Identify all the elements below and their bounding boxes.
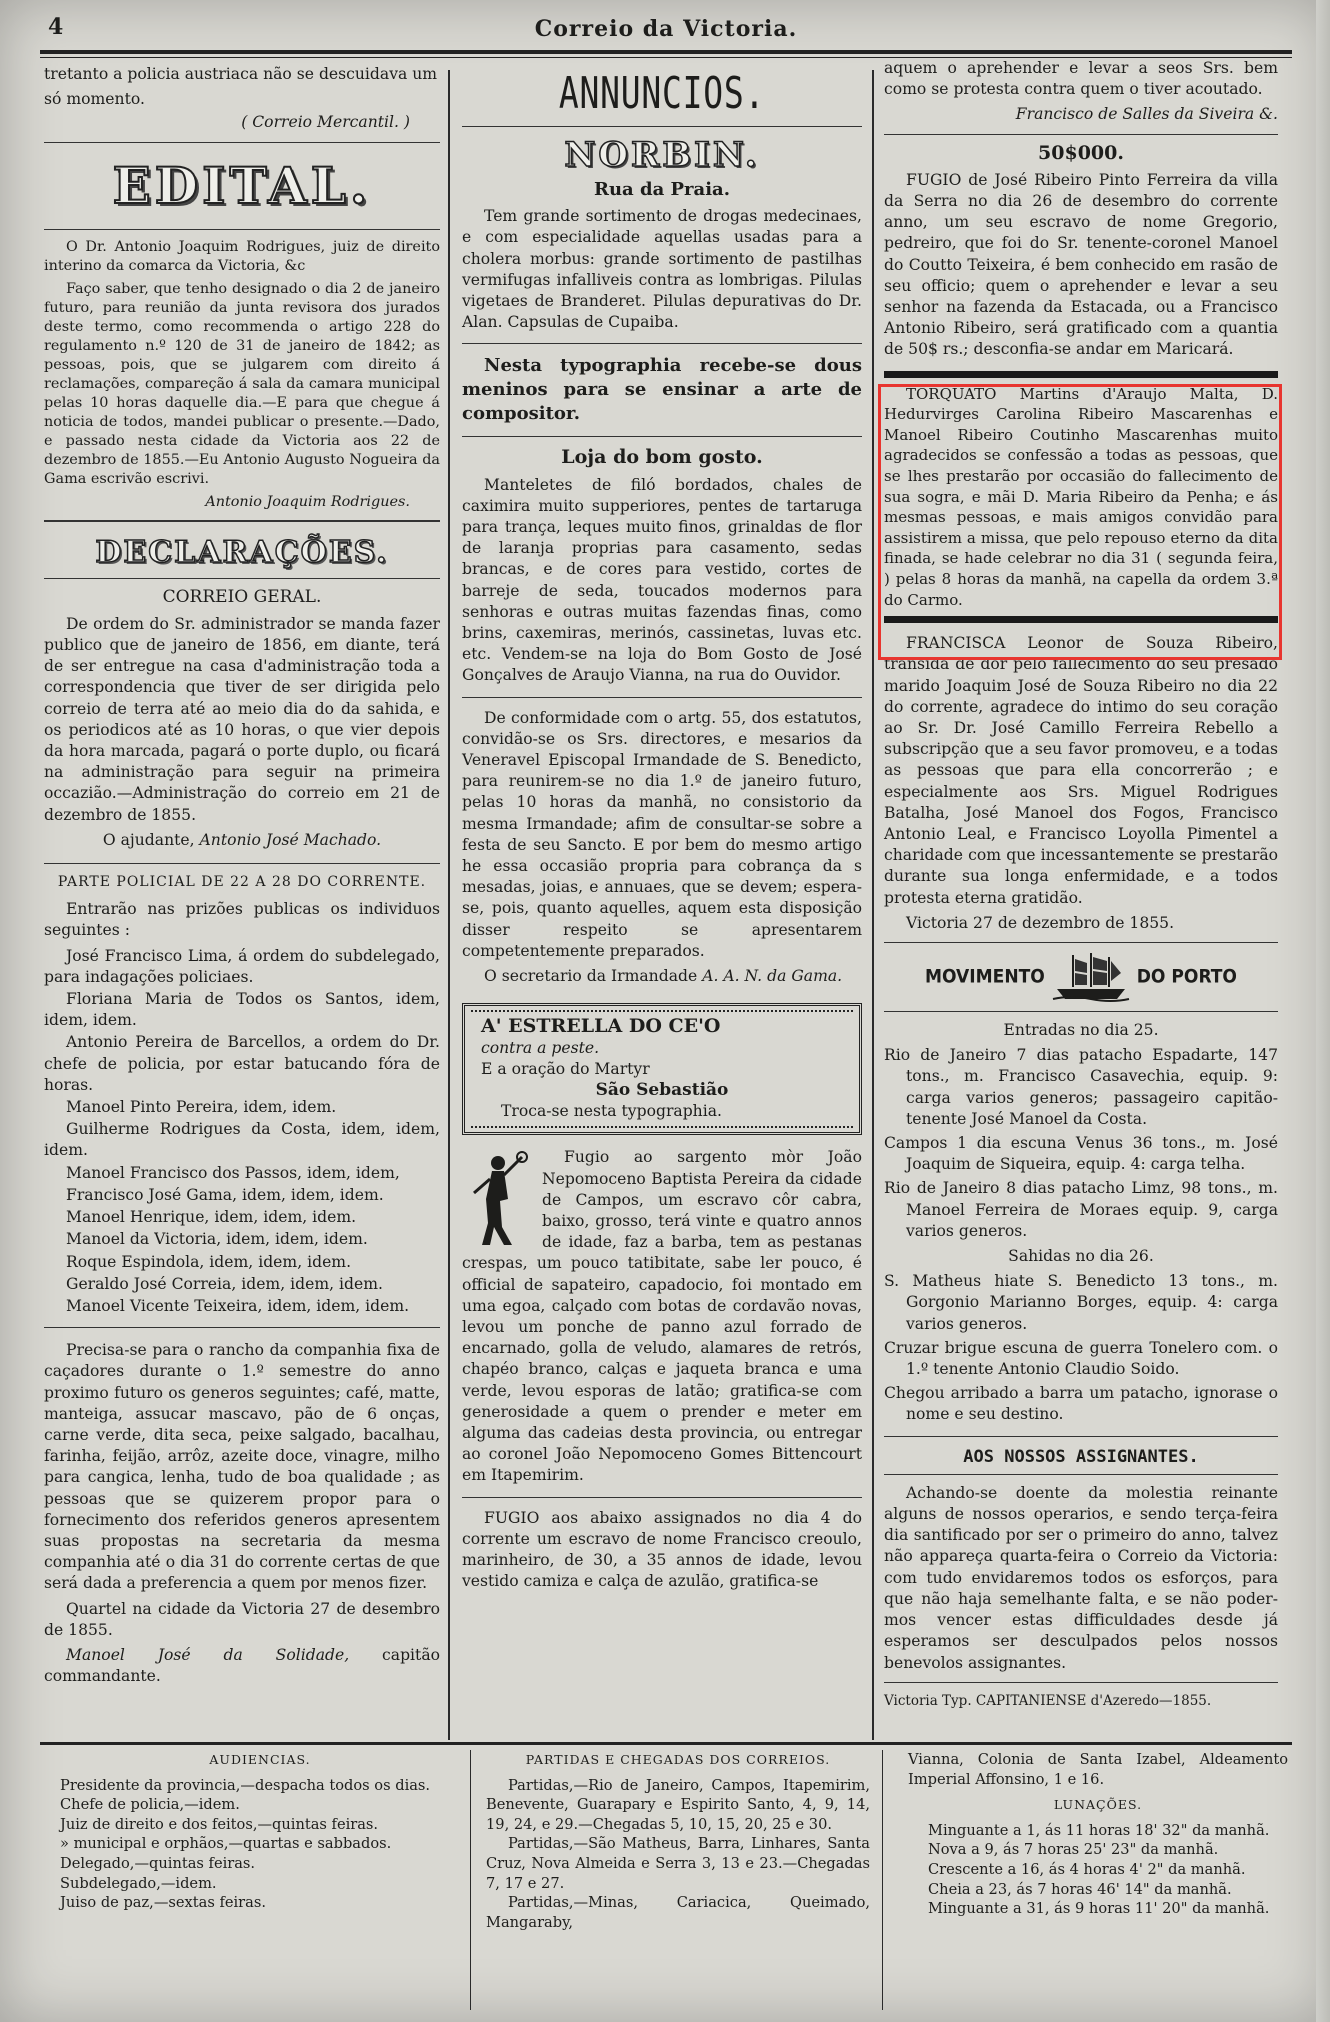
policial-heading: PARTE POLICIAL DE 22 A 28 DO CORRENTE. xyxy=(57,874,427,891)
divider xyxy=(462,697,862,698)
declaracoes-heading: DECLARAÇÕES. xyxy=(95,534,389,570)
footer-lunacoes xyxy=(908,1750,1288,1919)
correio-signature xyxy=(44,830,440,851)
sailing-ship-icon xyxy=(1051,951,1131,1003)
fugio-1-block xyxy=(462,1147,862,1486)
highlight-box xyxy=(878,384,1282,660)
correios-item: Partidas,—São Matheus, Barra, Linhares, Santa Cruz, Nova Almeida e Serra 3, 13 e 23.—Chegadas 7, 17 e 27. xyxy=(486,1835,870,1892)
footer-separator-2 xyxy=(882,1750,883,2010)
francisca-date: Victoria 27 de dezembro de 1855. xyxy=(906,913,1175,932)
annuncios-heading: ANNUNCIOS. xyxy=(558,68,766,119)
column-separator-2 xyxy=(872,70,874,1740)
policial-item: Manoel Pinto Pereira, idem, idem. xyxy=(66,1098,337,1117)
reward-heading: 50$000. xyxy=(1038,141,1124,164)
audiencias-item: Presidente da provincia,—despacha todos os dias. xyxy=(60,1776,431,1794)
estrella-box xyxy=(462,1003,862,1135)
audiencias-item: Juiz de direito e dos feitos,—quintas feiras. xyxy=(60,1815,379,1833)
assignantes-paragraph: Achando-se doente da molestia reinante alguns de nossos operarios, e sendo terça-feira dia santificado por ser o primeiro do anno, talvez não appareça quarta-feira o Correio da Victoria: com tudo envidaremos todos os esforços, para que não haja semelhante falta, e se não poder-mos vencer estas difficuldades desde já esperamos ser desculpados pelos nossos benevolos assignantes. xyxy=(884,1483,1278,1672)
rancho-signature-name: Manoel José da Solidade, xyxy=(66,1645,350,1664)
lunacoes-item: Cheia a 23, ás 7 horas 46' 14" da manhã. xyxy=(928,1880,1232,1898)
estrella-line-4: Troca-se nesta typographia. xyxy=(501,1102,722,1121)
fugio-2-paragraph: FUGIO aos abaixo assignados no dia 4 do corrente um escravo de nome Francisco creoulo, marinheiro, de 30, a 35 annos de idade, levou vestido camiza e calça de azulão, gratifica-se xyxy=(462,1508,862,1591)
imprint: Victoria Typ. CAPITANIENSE d'Azeredo—1855. xyxy=(884,1692,1212,1709)
vianna-line: Vianna, Colonia de Santa Izabel, Aldeamento Imperial Affonsino, 1 e 16. xyxy=(908,1751,1288,1788)
rancho-date: Quartel na cidade da Victoria 27 de desembro de 1855. xyxy=(44,1599,440,1639)
footer-separator-1 xyxy=(470,1750,471,2010)
rancho-signature xyxy=(44,1645,440,1687)
correio-geral-heading: CORREIO GERAL. xyxy=(162,586,322,607)
runaway-figure-icon xyxy=(462,1149,532,1249)
policial-item: José Francisco Lima, á ordem do subdelegado, para indagações policiaes. xyxy=(44,946,440,986)
intro-line-1: tretanto a policia austriaca não se descuidava um xyxy=(44,65,438,83)
rancho-paragraph: Precisa-se para o rancho da companhia fixa de caçadores durante o 1.º semestre do anno proximo futuro os generos seguintes; café, matte, manteiga, assucar mascavo, pão de 6 onças, carne verde, dita seca, peixe salgado, bacalhau, farinha, feijão, arrôz, azeite doce, vinagre, milho para cangica, lenha, tudo de boa qualidade ; as pessoas que se quizerem propor para o fornecimento dos referidos generos apresentem suas propostas na secretaria da mesma companhia até o dia 31 do corrente certas de que será dada a preferencia a quem por menos fizer. xyxy=(44,1341,440,1593)
irmandade-signature xyxy=(462,966,862,987)
audiencias-item: Chefe de policia,—idem. xyxy=(60,1796,240,1814)
footer-audiencias xyxy=(60,1750,460,1913)
policial-item: Roque Espindola, idem, idem, idem. xyxy=(66,1252,352,1271)
irmandade-paragraph: De conformidade com o artg. 55, dos estatutos, convidão-se os Srs. directores, e mesarios da Veneravel Episcopal Irmandade de S. Benedicto, para reunirem-se no dia 1.º de janeiro futuro, pelas 10 horas da manhã, no consistorio da mesma Irmandade; afim de consultar-se sobre a festa de seu Sancto. E por bem do mesmo artigo he essa occasião propria para cobrança da s mesadas, joias, e annuaes, que se devem; espera-se, pois, quanto aquelles, aquem esta disposição disser respeito se apresentarem competentemente preparados. xyxy=(462,708,862,960)
movimento-right: DO PORTO xyxy=(1136,965,1237,988)
audiencias-item: Juiso de paz,—sextas feiras. xyxy=(60,1894,266,1912)
divider xyxy=(884,134,1278,135)
lunacoes-item: Minguante a 1, ás 11 horas 18' 32" da manhã. xyxy=(928,1821,1270,1839)
column-1 xyxy=(44,64,440,1691)
entradas-item: Campos 1 dia escuna Venus 36 tons., m. José Joaquim de Siqueira, equip. 4: carga telha. xyxy=(884,1134,1278,1174)
audiencias-heading: AUDIENCIAS. xyxy=(209,1752,311,1767)
column-3 xyxy=(884,58,1278,1712)
audiencias-item: Subdelegado,—idem. xyxy=(60,1874,217,1892)
correios-list xyxy=(486,1776,870,1933)
estrella-title: A' ESTRELLA DO CE'O xyxy=(481,1015,721,1038)
divider xyxy=(462,343,862,344)
sahidas-item: S. Matheus hiate S. Benedicto 13 tons., m. Gorgonio Marianno Borges, equip. 4: carga varios generos. xyxy=(884,1272,1278,1333)
correios-item: Partidas,—Rio de Janeiro, Campos, Itapemirim, Benevente, Guarapary e Espirito Santo, 4, 9, 14, 19, 24, e 29.—Chegadas 5, 10, 15, 20, 25 e 30. xyxy=(486,1776,870,1833)
page-number: 4 xyxy=(48,14,64,40)
black-rule xyxy=(884,371,1278,378)
divider xyxy=(884,1474,1278,1475)
divider xyxy=(44,520,440,522)
column-2 xyxy=(462,64,862,1596)
reward-paragraph: FUGIO de José Ribeiro Pinto Ferreira da villa da Serra no dia 26 de desembro do corrente anno, um seu escravo de nome Gregorio, pedreiro, que foi do Sr. tenente-coronel Manoel do Coutto Teixeira, é bem conhecido em rasão de seu officio; quem o aprehender e levar a seu senhor na fazenda da Estacada, ou a Francisco Antonio Ribeiro, será gratificado com a quantia de 50$ rs.; desconfia-se andar em Maricará. xyxy=(884,170,1278,359)
correio-signature-prefix: O ajudante, xyxy=(102,830,195,849)
loja-heading: Loja do bom gosto. xyxy=(561,446,763,469)
loja-paragraph: Manteletes de filó bordados, chales de caximira muito supperiores, pentes de tartaruga para trança, leques muito finos, grinaldas de flor de laranja proprias para casamento, sedas brancas, e de cores para vestido, cortes de barreje de seda, toucados modernos para senhoras e outras muitas fazendas finas, como brins, caxemiras, merinós, cassinetas, luvas etc. etc. Vendem-se na loja do Bom Gosto de José Gonçalves de Araujo Vianna, na rua do Ouvidor. xyxy=(462,475,862,685)
paper-title: Correio da Victoria. xyxy=(534,16,798,42)
estrella-line-2: E a oração do Martyr xyxy=(481,1059,650,1078)
policial-item: Geraldo José Correia, idem, idem, idem. xyxy=(66,1274,383,1293)
correios-item: Partidas,—Minas, Cariacica, Queimado, Mangaraby, xyxy=(486,1894,870,1931)
divider xyxy=(44,142,440,143)
policial-item: Manoel da Victoria, idem, idem, idem. xyxy=(66,1230,368,1249)
estrella-line-1: contra a peste. xyxy=(481,1038,600,1057)
header-rule xyxy=(40,50,1292,54)
norbin-subheading: Rua da Praia. xyxy=(594,179,730,200)
policial-item: Guilherme Rodrigues da Costa, idem, idem, idem. xyxy=(44,1120,440,1160)
entradas-item: Rio de Janeiro 7 dias patacho Espadarte, 147 tons., m. Francisco Casavechia, equip. 9: carga varios generos; passageiro capitão-tenente José Manoel da Costa. xyxy=(884,1046,1278,1128)
column-separator-1 xyxy=(448,70,450,1740)
policial-item: Manoel Vicente Teixeira, idem, idem, idem. xyxy=(66,1296,410,1315)
policial-list xyxy=(44,946,440,1317)
policial-item: Floriana Maria de Todos os Santos, idem, idem, idem. xyxy=(44,990,440,1030)
irmandade-signature-prefix: O secretario da Irmandade xyxy=(484,967,698,986)
entradas-list xyxy=(884,1045,1278,1242)
correio-paragraph: De ordem do Sr. administrador se manda fazer publico que de janeiro de 1856, em diante, terá de ser entregue na casa d'administração toda a correspondencia que tiver de ser dirigida pelo correio de terra até ao meio dia do da sahida, e os periodicos até as 10 horas, o que vier depois da hora marcada, pagará o porte duplo, ou ficará na administração para seguir na primeira occazião.—Administração do correio em 21 de dezembro de 1855. xyxy=(44,614,440,824)
divider xyxy=(884,1436,1278,1437)
sahidas-item: Cruzar brigue escuna de guerra Tonelero com. o 1.º tenente Antonio Claudio Soido. xyxy=(884,1338,1278,1379)
divider xyxy=(44,578,440,579)
divider xyxy=(884,1682,1278,1683)
audiencias-item: Delegado,—quintas feiras. xyxy=(60,1854,256,1872)
divider xyxy=(462,1497,862,1498)
norbin-heading: NORBIN. xyxy=(564,135,760,175)
continued-paragraph: aquem o aprehender e levar a seos Srs. bem como se protesta contra quem o tiver acoutado. xyxy=(884,59,1278,99)
divider xyxy=(884,1011,1278,1012)
divider xyxy=(44,863,440,864)
fugio-1-paragraph: Fugio ao sargento mòr João Nepomoceno Baptista Pereira da cidade de Campos, um escravo côr cabra, baixo, grosso, terá vinte e quatro annos de idade, faz a barba, tem as pestanas crespas, um pouco tatibitate, sabe ler pouco, é official de sapateiro, capadocio, foi montado em uma egoa, calçado com botas de cordavão novas, levou um ponche de panno azul forrado de encarnado, golla de veludo, alamares de retrós, chapéo branco, calças e jaqueta branca e uma verde, levou esporas de latão; gratifica-se com generosidade a quem o prender e meter em alguma das cadeias desta provincia, ou entregar ao coronel João Nepomoceno Gomes Bittencourt em Itapemirim. xyxy=(462,1148,862,1485)
edital-signature: Antonio Joaquim Rodrigues. xyxy=(205,493,410,510)
correio-signature-name: Antonio José Machado. xyxy=(199,830,382,849)
sahidas-heading: Sahidas no dia 26. xyxy=(1008,1247,1154,1266)
correios-heading: PARTIDAS E CHEGADAS DOS CORREIOS. xyxy=(525,1752,831,1767)
page-edge-shadow xyxy=(1316,0,1330,2022)
audiencias-list xyxy=(60,1776,460,1913)
sahidas-list xyxy=(884,1271,1278,1425)
typographia-notice: Nesta typographia recebe-se dous meninos para se ensinar a arte de compositor. xyxy=(462,355,862,425)
policial-item: Manoel Henrique, idem, idem, idem. xyxy=(66,1208,357,1227)
intro-source: ( Correio Mercantil. ) xyxy=(241,113,410,132)
torquato-paragraph: TORQUATO Martins d'Araujo Malta, D. Hedurvirges Carolina Ribeiro Mascarenhas e Manoel Ribeiro Coutinho Mascarenhas muito agradecidos se confessão a todas as pessoas, que se lhes prestarão por occasião do fallecimento de sua sogra, e mãi D. Maria Ribeiro da Penha; e ás mesmas pessoas, e mais amigos convidão para assistirem a missa, que pelo repouso eterno da dita finada, se hade celebrar no dia 31 ( segunda feira, ) pelas 8 horas da manhã, na capella da ordem 3.ª do Carmo. xyxy=(884,384,1278,609)
footer-correios xyxy=(486,1750,870,1932)
norbin-paragraph: Tem grande sortimento de drogas medecinaes, e com especialidade aquellas usadas para a cholera morbus: grande sortimento de pastilhas vermifugas infalliveis contra as lombrigas. Pilulas vigetaes de Branderet. Pilulas depurativas do Dr. Alan. Capsulas de Cupaiba. xyxy=(462,207,862,332)
policial-item: Antonio Pereira de Barcellos, a ordem do Dr. chefe de policia, por estar batucando fóra de horas. xyxy=(44,1033,440,1094)
audiencias-item: » municipal e orphãos,—quartas e sabbados. xyxy=(60,1835,392,1853)
entradas-heading: Entradas no dia 25. xyxy=(1003,1021,1159,1040)
footer-rule xyxy=(40,1742,1292,1745)
divider xyxy=(44,229,440,230)
sahidas-item: Chegou arribado a barra um patacho, ignorase o nome e seu destino. xyxy=(884,1384,1278,1424)
divider xyxy=(884,942,1278,943)
edital-paragraph-2: Faço saber, que tenho designado o dia 2 de janeiro futuro, para reunião da junta revisora dos jurados deste termo, como recommenda o artigo 228 do regulamento n.º 120 de 31 de janeiro de 1842; as pessoas, pois, que se julgarem com direito á reclamações, compareção á sala da camara municipal pelas 10 horas daquelle dia.—E para que chegue á noticia de todos, mandei publicar o presente.—Dado, e passado nesta cidade da Victoria aos 22 de dezembro de 1855.—Eu Antonio Augusto Nogueira da Gama escrivão escrivi. xyxy=(44,280,440,487)
edital-heading: EDITAL. xyxy=(112,155,372,215)
divider xyxy=(44,1327,440,1328)
lunacoes-list xyxy=(908,1821,1288,1919)
irmandade-signature-name: A. A. N. da Gama. xyxy=(702,967,843,986)
movimento-heading xyxy=(884,951,1278,1003)
estrella-line-3: São Sebastião xyxy=(595,1079,729,1100)
entradas-item: Rio de Janeiro 8 dias patacho Limz, 98 tons., m. Manoel Ferreira de Moraes equip. 9, carga varios generos. xyxy=(884,1179,1278,1240)
lunacoes-item: Nova a 9, ás 7 horas 25' 23" da manhã. xyxy=(928,1841,1219,1859)
policial-item: Manoel Francisco dos Passos, idem, idem, xyxy=(66,1163,400,1182)
francisca-paragraph: FRANCISCA Leonor de Souza Ribeiro, transida de dor pelo fallecimento do seu presado marido Joaquim José de Souza Ribeiro no dia 22 do corrente, agradece do intimo do seu coração ao Sr. Dr. José Camillo Ferreira Rebello a subscripção que a seu favor promoveu, e a todas as pessoas que para ella concorrerão ; e especialmente aos Srs. Miguel Rodrigues Batalha, José Manoel dos Fogos, Francisco Antonio Leal, e Francisco Loyolla Pimentel a charidade com que incessantemente se prestarão durante sua longa enfermidade, e a todos protesta eterna gratidão. xyxy=(884,634,1278,907)
edital-paragraph-1: O Dr. Antonio Joaquim Rodrigues, juiz de direito interino da comarca da Victoria, &c xyxy=(44,238,440,274)
page-header xyxy=(40,8,1292,44)
movimento-left: MOVIMENTO xyxy=(925,965,1045,988)
policial-item: Francisco José Gama, idem, idem, idem. xyxy=(66,1185,384,1204)
continued-signature: Francisco de Salles da Siveira &. xyxy=(1015,105,1278,124)
lunacoes-item: Minguante a 31, ás 9 horas 11' 20" da manhã. xyxy=(928,1900,1270,1918)
assignantes-heading: AOS NOSSOS ASSIGNANTES. xyxy=(963,1446,1199,1467)
lunacoes-heading: LUNAÇÕES. xyxy=(1053,1797,1143,1813)
policial-intro: Entrarão nas prizões publicas os individuos seguintes : xyxy=(44,900,440,940)
divider xyxy=(462,126,862,127)
lunacoes-item: Crescente a 16, ás 4 horas 4' 2" da manhã. xyxy=(928,1860,1246,1878)
divider xyxy=(462,436,862,437)
intro-line-2: só momento. xyxy=(44,90,145,109)
rancho-signature-rest: capitão commandante. xyxy=(44,1645,440,1686)
